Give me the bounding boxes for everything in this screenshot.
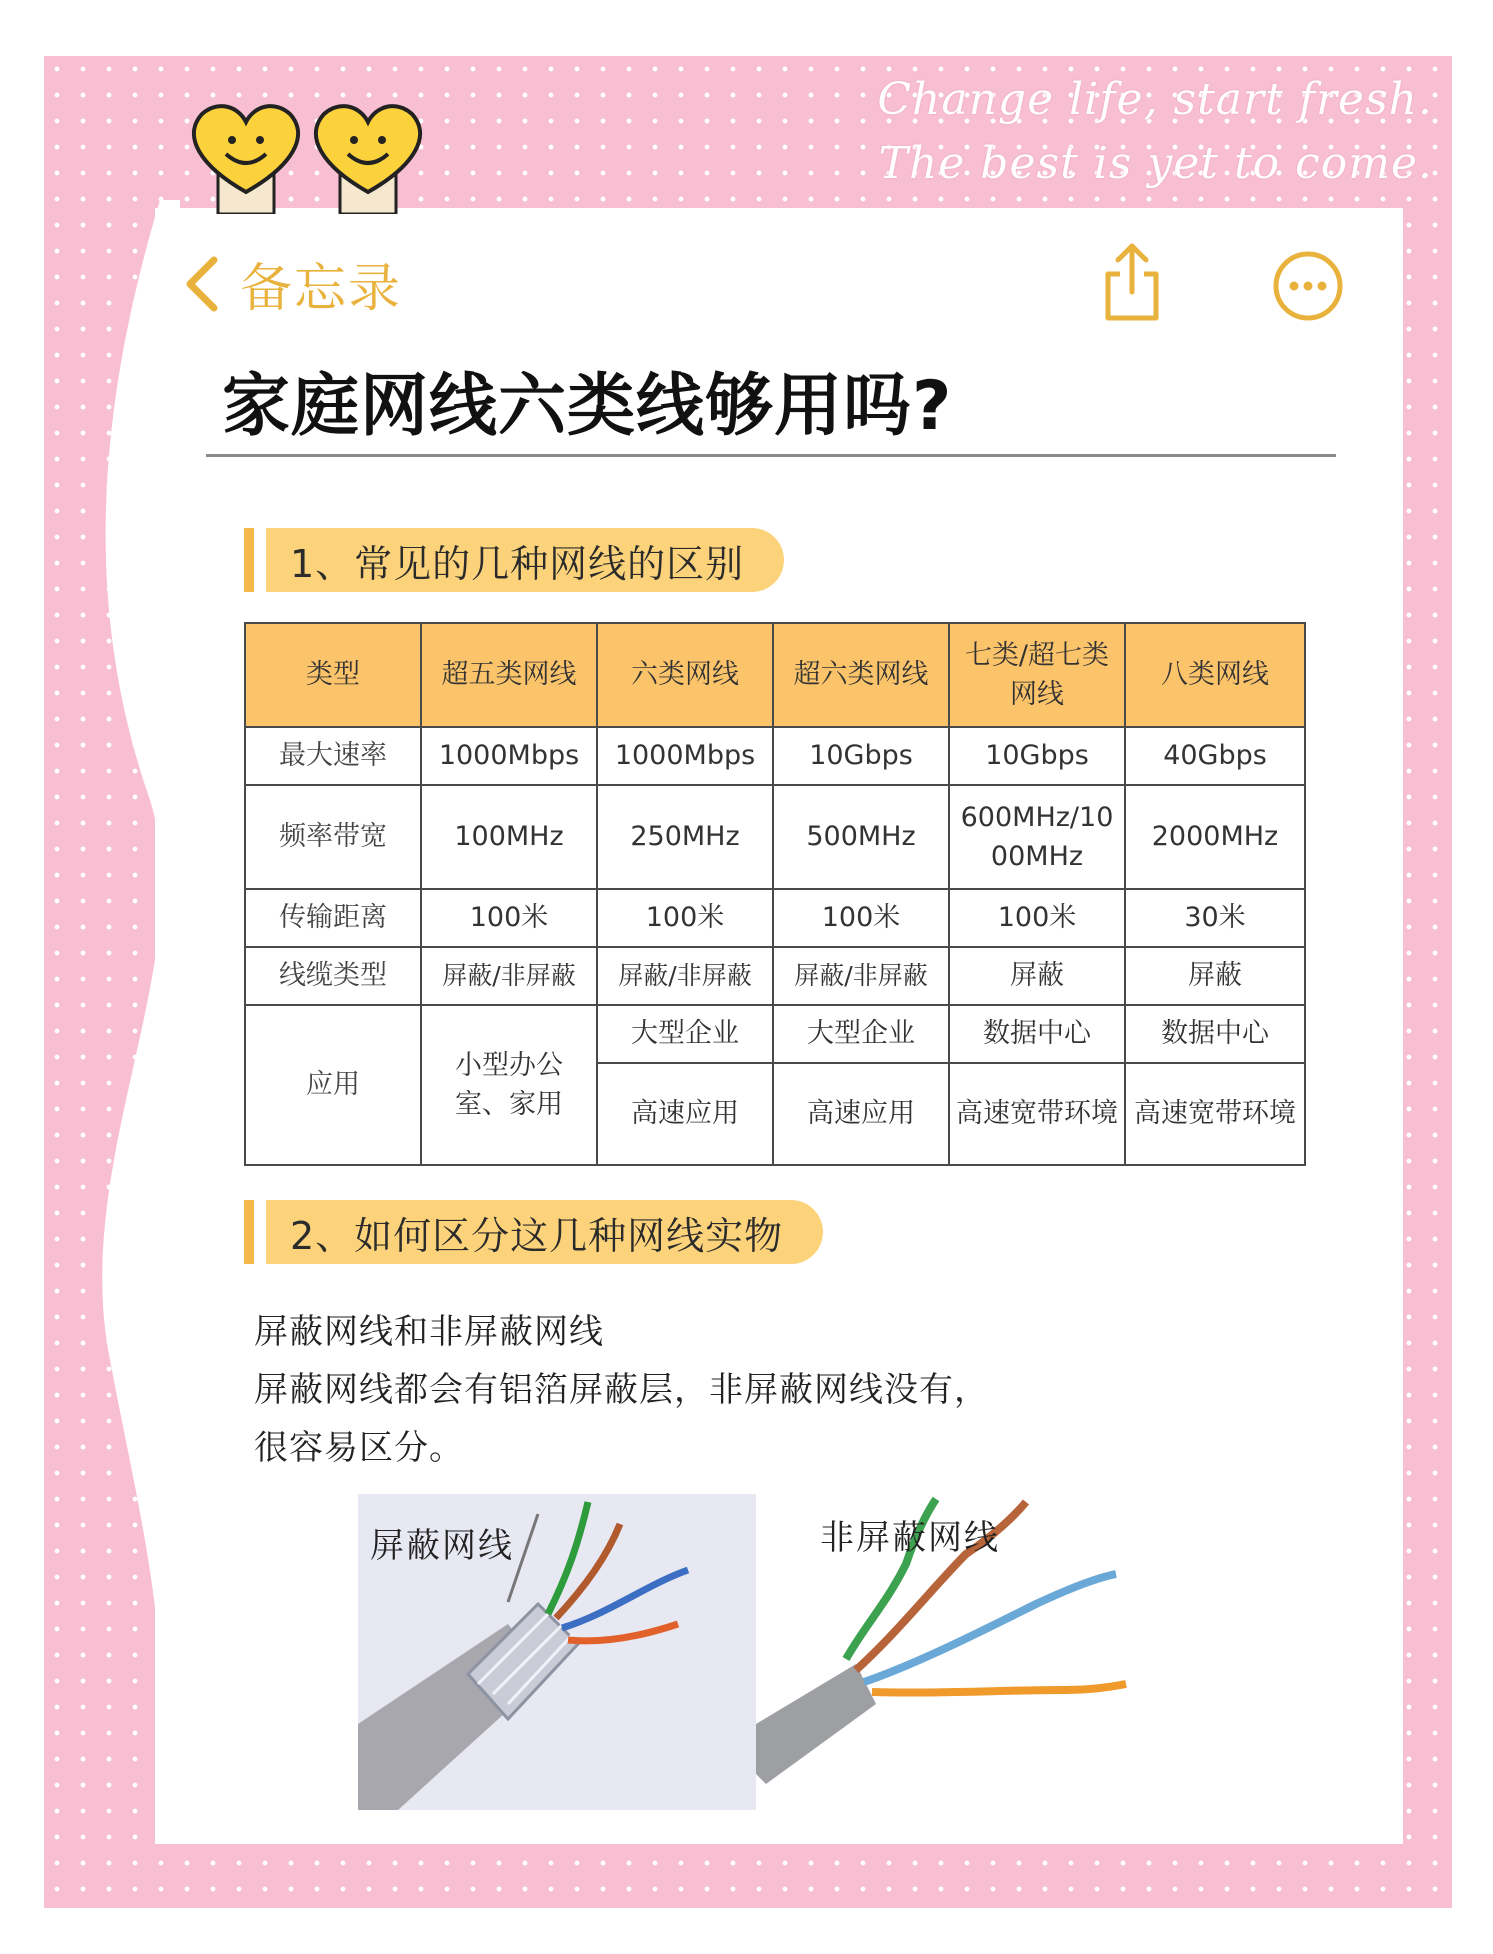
table-cell: 600MHz/1000MHz [949, 785, 1125, 889]
slogan-line-1: Change life, start fresh. [877, 74, 1433, 125]
table-cell: 2000MHz [1125, 785, 1305, 889]
section-heading-2-text: 2、如何区分这几种网线实物 [266, 1200, 823, 1264]
page-title: 家庭网线六类线够用吗? [222, 367, 953, 446]
shielded-cable-label: 屏蔽网线 [370, 1526, 514, 1566]
table-header: 六类网线 [597, 623, 773, 727]
table-cell: 数据中心 [1125, 1005, 1305, 1063]
table-cell: 10Gbps [773, 727, 949, 785]
table-row [245, 947, 1305, 1005]
table-cell: 屏蔽 [949, 947, 1125, 1005]
body-text-line: 很容易区分。 [254, 1428, 464, 1468]
chevron-left-icon [182, 254, 222, 314]
section-accent-bar [244, 528, 254, 592]
row-label: 传输距离 [245, 889, 421, 947]
table-header: 七类/超七类网线 [949, 623, 1125, 727]
table-cell: 屏蔽 [1125, 947, 1305, 1005]
smiley-hearts-sticker [180, 96, 450, 214]
table-cell: 100米 [421, 889, 597, 947]
table-cell: 10Gbps [949, 727, 1125, 785]
table-cell: 100米 [597, 889, 773, 947]
share-icon[interactable] [1100, 240, 1164, 324]
table-row [245, 1005, 1305, 1063]
table-row [245, 785, 1305, 889]
table-cell: 大型企业 [597, 1005, 773, 1063]
row-label: 频率带宽 [245, 785, 421, 889]
table-cell: 数据中心 [949, 1005, 1125, 1063]
section-accent-bar [244, 1200, 254, 1264]
table-cell: 屏蔽/非屏蔽 [597, 947, 773, 1005]
table-cell: 高速宽带环境 [1125, 1063, 1305, 1165]
table-cell: 高速应用 [773, 1063, 949, 1165]
row-label: 最大速率 [245, 727, 421, 785]
table-header: 八类网线 [1125, 623, 1305, 727]
table-header: 超六类网线 [773, 623, 949, 727]
table-row [245, 727, 1305, 785]
section-heading-2 [244, 1200, 823, 1264]
table-cell: 30米 [1125, 889, 1305, 947]
table-header: 类型 [245, 623, 421, 727]
cable-comparison-table [244, 622, 1306, 1166]
table-cell: 500MHz [773, 785, 949, 889]
title-divider [206, 454, 1336, 457]
table-cell: 100米 [773, 889, 949, 947]
table-cell: 1000Mbps [421, 727, 597, 785]
more-options-icon[interactable] [1272, 250, 1344, 322]
slogan-line-2: The best is yet to come. [878, 138, 1433, 189]
table-cell: 1000Mbps [597, 727, 773, 785]
table-header-row [245, 623, 1305, 727]
row-label: 应用 [245, 1005, 421, 1165]
back-button[interactable] [182, 246, 402, 321]
back-label: 备忘录 [240, 259, 403, 319]
table-cell: 100MHz [421, 785, 597, 889]
body-text-line: 屏蔽网线都会有铝箔屏蔽层，非屏蔽网线没有， [254, 1370, 989, 1410]
table-cell: 高速应用 [597, 1063, 773, 1165]
body-text-line: 屏蔽网线和非屏蔽网线 [254, 1312, 604, 1352]
table-cell: 100米 [949, 889, 1125, 947]
table-cell: 250MHz [597, 785, 773, 889]
table-header: 超五类网线 [421, 623, 597, 727]
section-heading-1-text: 1、常见的几种网线的区别 [266, 528, 784, 592]
table-cell: 大型企业 [773, 1005, 949, 1063]
table-cell: 屏蔽/非屏蔽 [421, 947, 597, 1005]
row-label: 线缆类型 [245, 947, 421, 1005]
unshielded-cable-label: 非屏蔽网线 [820, 1518, 1000, 1558]
table-cell: 屏蔽/非屏蔽 [773, 947, 949, 1005]
section-heading-1 [244, 528, 784, 592]
table-cell: 小型办公室、家用 [421, 1005, 597, 1165]
table-row [245, 889, 1305, 947]
table-cell: 40Gbps [1125, 727, 1305, 785]
table-cell: 高速宽带环境 [949, 1063, 1125, 1165]
